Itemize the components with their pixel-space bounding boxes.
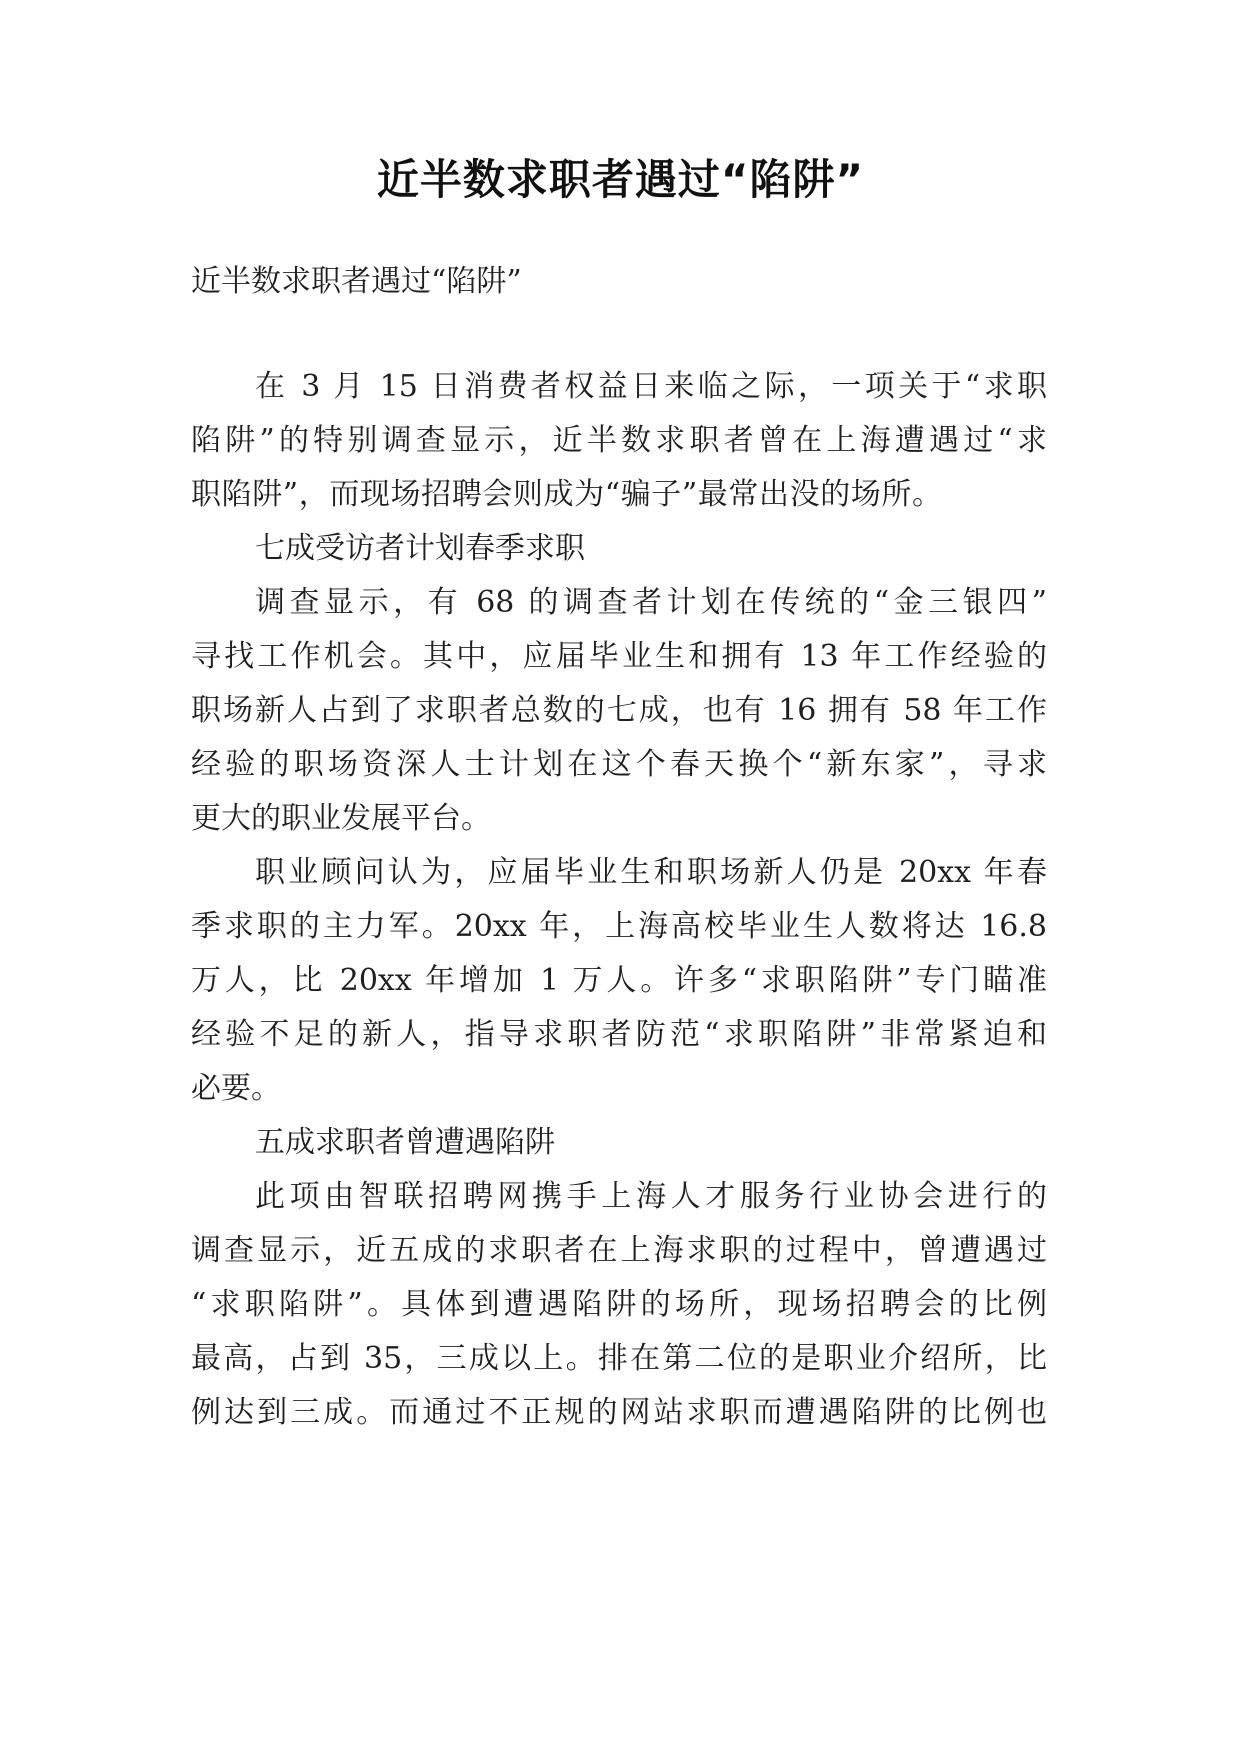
- body-line-8: 经验的职场资深人士计划在这个春天换个“新东家”，寻求: [191, 747, 1047, 782]
- body-line-1: 在 3 月 15 日消费者权益日来临之际，一项关于“求职: [255, 369, 1047, 404]
- body-line-9: 更大的职业发展平台。: [191, 801, 491, 836]
- body-line-5: 调查显示，有 68 的调查者计划在传统的“金三银四”: [255, 585, 1047, 620]
- body-line-3: 职陷阱”，而现场招聘会则成为“骗子”最常出没的场所。: [191, 477, 943, 512]
- section-heading-1: 七成受访者计划春季求职: [255, 531, 585, 566]
- body-line-20: 例达到三成。而通过不正规的网站求职而遭遇陷阱的比例也: [191, 1395, 1047, 1430]
- section-heading-2: 五成求职者曾遭遇陷阱: [255, 1125, 555, 1160]
- body-line-7: 职场新人占到了求职者总数的七成，也有 16 拥有 58 年工作: [191, 693, 1047, 728]
- body-line-12: 万人，比 20xx 年增加 1 万人。许多“求职陷阱”专门瞄准: [191, 963, 1047, 998]
- body-line-10: 职业顾问认为，应届毕业生和职场新人仍是 20xx 年春: [255, 855, 1047, 890]
- body-line-18: “求职陷阱”。具体到遭遇陷阱的场所，现场招聘会的比例: [191, 1287, 1047, 1322]
- body-line-2: 陷阱”的特别调查显示，近半数求职者曾在上海遭遇过“求: [191, 423, 1047, 458]
- body-line-14: 必要。: [191, 1071, 281, 1106]
- body-line-19: 最高，占到 35，三成以上。排在第二位的是职业介绍所，比: [191, 1341, 1047, 1376]
- body-line-13: 经验不足的新人，指导求职者防范“求职陷阱”非常紧迫和: [191, 1017, 1047, 1052]
- document-subtitle: 近半数求职者遇过“陷阱”: [191, 264, 522, 299]
- body-line-16: 此项由智联招聘网携手上海人才服务行业协会进行的: [255, 1179, 1047, 1214]
- body-line-6: 寻找工作机会。其中，应届毕业生和拥有 13 年工作经验的: [191, 639, 1047, 674]
- document-title: 近半数求职者遇过“陷阱”: [376, 155, 865, 204]
- body-line-11: 季求职的主力军。20xx 年，上海高校毕业生人数将达 16.8: [191, 909, 1047, 944]
- body-line-17: 调查显示，近五成的求职者在上海求职的过程中，曾遭遇过: [191, 1233, 1047, 1268]
